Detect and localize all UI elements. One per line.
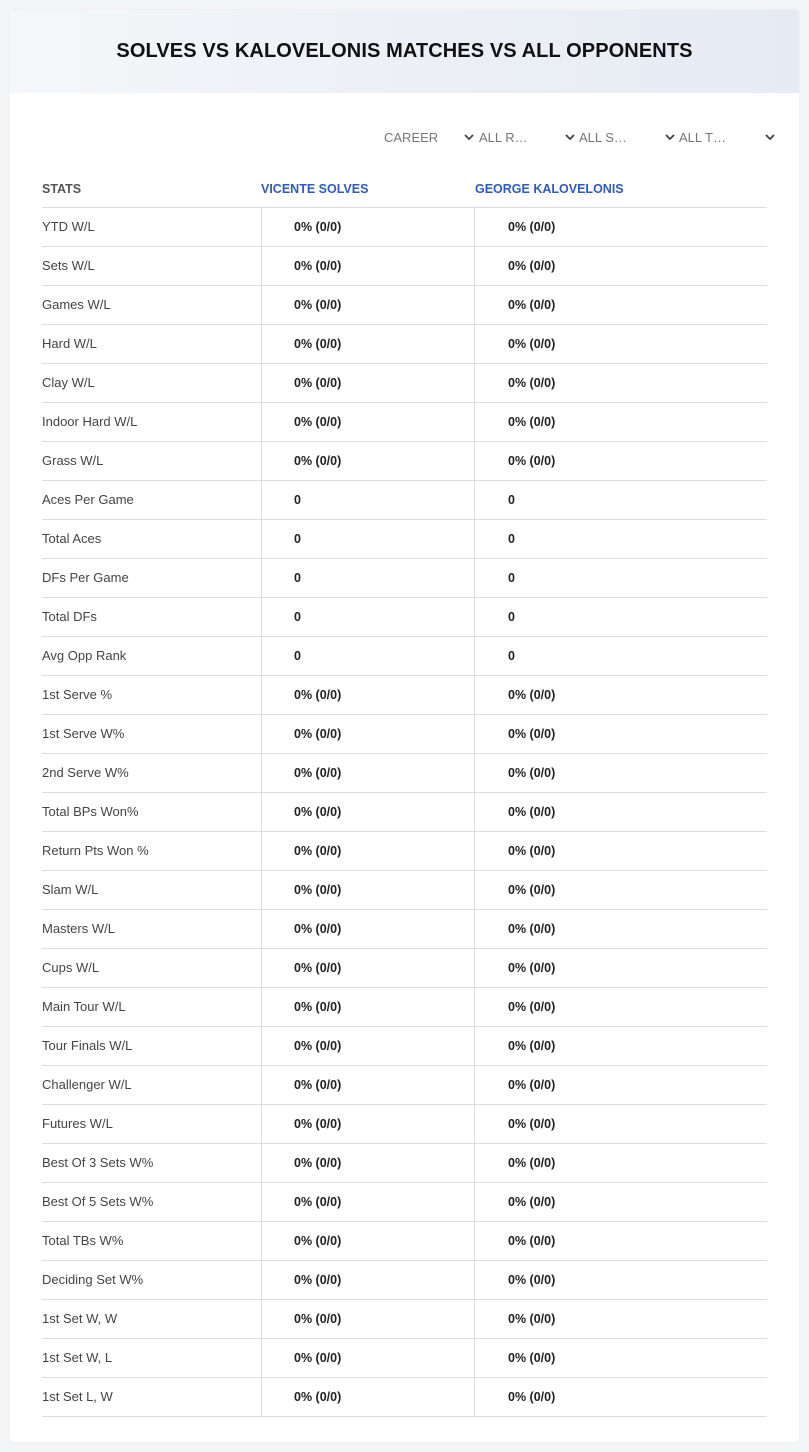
table-row — [42, 949, 767, 988]
player2-value: 0% (0/0) — [474, 208, 767, 246]
player1-value: 0% (0/0) — [261, 247, 474, 285]
player1-value: 0 — [261, 637, 474, 675]
round-select[interactable] — [679, 125, 775, 149]
player1-value: 0% (0/0) — [261, 1144, 474, 1182]
player2-value: 0% (0/0) — [474, 754, 767, 792]
table-row — [42, 832, 767, 871]
stat-label: Return Pts Won % — [42, 843, 149, 858]
level-select[interactable] — [579, 125, 675, 149]
player1-value: 0% (0/0) — [261, 403, 474, 441]
stat-label: Total DFs — [42, 609, 97, 624]
table-row — [42, 1261, 767, 1300]
table-row — [42, 286, 767, 325]
player1-value: 0 — [261, 481, 474, 519]
table-row — [42, 988, 767, 1027]
player2-value: 0% (0/0) — [474, 1222, 767, 1260]
player1-value: 0% (0/0) — [261, 1300, 474, 1338]
player1-value: 0 — [261, 559, 474, 597]
table-row — [42, 325, 767, 364]
player2-value: 0% (0/0) — [474, 1378, 767, 1416]
player1-value: 0% (0/0) — [261, 715, 474, 753]
table-row — [42, 403, 767, 442]
table-row — [42, 598, 767, 637]
player2-value: 0 — [474, 637, 767, 675]
player1-value: 0% (0/0) — [261, 754, 474, 792]
player1-value: 0 — [261, 598, 474, 636]
stat-label: Games W/L — [42, 297, 111, 312]
column-header-player1[interactable]: VICENTE SOLVES — [261, 181, 369, 196]
table-row — [42, 208, 767, 247]
player2-value: 0% (0/0) — [474, 910, 767, 948]
chevron-down-icon — [764, 132, 775, 143]
player1-value: 0% (0/0) — [261, 949, 474, 987]
player2-value: 0% (0/0) — [474, 1339, 767, 1377]
chevron-down-icon — [564, 132, 575, 143]
player2-value: 0% (0/0) — [474, 1300, 767, 1338]
stat-label: YTD W/L — [42, 219, 95, 234]
period-select[interactable] — [384, 125, 474, 149]
player2-value: 0% (0/0) — [474, 1066, 767, 1104]
table-row — [42, 754, 767, 793]
chevron-down-icon — [664, 132, 675, 143]
stat-label: Main Tour W/L — [42, 999, 126, 1014]
table-row — [42, 520, 767, 559]
stat-label: 2nd Serve W% — [42, 765, 129, 780]
table-row — [42, 871, 767, 910]
player1-value: 0% (0/0) — [261, 1105, 474, 1143]
player1-value: 0% (0/0) — [261, 1261, 474, 1299]
player2-value: 0% (0/0) — [474, 1261, 767, 1299]
table-row — [42, 637, 767, 676]
stat-label: Total TBs W% — [42, 1233, 124, 1248]
player1-value: 0% (0/0) — [261, 988, 474, 1026]
player2-value: 0% (0/0) — [474, 676, 767, 714]
stat-label: Cups W/L — [42, 960, 100, 975]
period-select-value: CAREER — [384, 129, 439, 145]
player2-value: 0 — [474, 598, 767, 636]
table-row — [42, 1027, 767, 1066]
player2-value: 0% (0/0) — [474, 1105, 767, 1143]
player2-value: 0% (0/0) — [474, 403, 767, 441]
player2-value: 0% (0/0) — [474, 715, 767, 753]
table-row — [42, 1105, 767, 1144]
player1-value: 0% (0/0) — [261, 286, 474, 324]
stat-label: Aces Per Game — [42, 492, 134, 507]
player2-value: 0% (0/0) — [474, 442, 767, 480]
stat-label: Hard W/L — [42, 336, 97, 351]
stat-label: DFs Per Game — [42, 570, 129, 585]
stat-label: 1st Set L, W — [42, 1389, 113, 1404]
player1-value: 0% (0/0) — [261, 325, 474, 363]
stat-label: Sets W/L — [42, 258, 95, 273]
player2-value: 0% (0/0) — [474, 832, 767, 870]
player1-value: 0% (0/0) — [261, 1066, 474, 1104]
table-row — [42, 715, 767, 754]
stat-label: Challenger W/L — [42, 1077, 132, 1092]
stat-label: Clay W/L — [42, 375, 95, 390]
player1-value: 0% (0/0) — [261, 793, 474, 831]
table-row — [42, 1222, 767, 1261]
table-row — [42, 1300, 767, 1339]
player2-value: 0% (0/0) — [474, 1183, 767, 1221]
player1-value: 0% (0/0) — [261, 1378, 474, 1416]
stat-label: Grass W/L — [42, 453, 104, 468]
table-row — [42, 1378, 767, 1417]
table-row — [42, 1339, 767, 1378]
stat-label: Best Of 3 Sets W% — [42, 1155, 154, 1170]
stat-label: Indoor Hard W/L — [42, 414, 138, 429]
player2-value: 0% (0/0) — [474, 364, 767, 402]
player2-value: 0% (0/0) — [474, 325, 767, 363]
player2-value: 0% (0/0) — [474, 1144, 767, 1182]
stat-label: 1st Set W, L — [42, 1350, 113, 1365]
level-select-value: ALL S… — [579, 129, 627, 145]
column-header-stats: STATS — [42, 181, 82, 196]
column-header-player2[interactable]: GEORGE KALOVELONIS — [475, 181, 624, 196]
table-header — [42, 170, 767, 208]
stat-label: Slam W/L — [42, 882, 99, 897]
table-row — [42, 1144, 767, 1183]
stat-label: Best Of 5 Sets W% — [42, 1194, 154, 1209]
player2-value: 0% (0/0) — [474, 949, 767, 987]
table-row — [42, 676, 767, 715]
player2-value: 0% (0/0) — [474, 793, 767, 831]
round-select-value: ALL T… — [679, 129, 726, 145]
player2-value: 0 — [474, 559, 767, 597]
table-row — [42, 1066, 767, 1105]
player2-value: 0% (0/0) — [474, 247, 767, 285]
player2-value: 0% (0/0) — [474, 988, 767, 1026]
player1-value: 0% (0/0) — [261, 832, 474, 870]
stat-label: Deciding Set W% — [42, 1272, 144, 1287]
table-row — [42, 910, 767, 949]
player1-value: 0% (0/0) — [261, 871, 474, 909]
table-row — [42, 364, 767, 403]
player1-value: 0% (0/0) — [261, 1027, 474, 1065]
stat-label: Futures W/L — [42, 1116, 113, 1131]
player2-value: 0 — [474, 481, 767, 519]
player1-value: 0% (0/0) — [261, 208, 474, 246]
player1-value: 0% (0/0) — [261, 676, 474, 714]
table-row — [42, 481, 767, 520]
player1-value: 0% (0/0) — [261, 442, 474, 480]
stats-table — [42, 170, 767, 1417]
surface-select-value: ALL R… — [479, 129, 528, 145]
player1-value: 0% (0/0) — [261, 1339, 474, 1377]
player1-value: 0% (0/0) — [261, 1183, 474, 1221]
table-row — [42, 1183, 767, 1222]
player2-value: 0% (0/0) — [474, 1027, 767, 1065]
player2-value: 0% (0/0) — [474, 286, 767, 324]
player1-value: 0% (0/0) — [261, 910, 474, 948]
stat-label: Total BPs Won% — [42, 804, 139, 819]
chevron-down-icon — [463, 132, 474, 143]
stat-label: Total Aces — [42, 531, 102, 546]
stat-label: 1st Serve W% — [42, 726, 125, 741]
table-row — [42, 793, 767, 832]
stat-label: Masters W/L — [42, 921, 115, 936]
surface-select[interactable] — [479, 125, 575, 149]
stats-card — [10, 10, 799, 1442]
stat-label: 1st Set W, W — [42, 1311, 118, 1326]
table-row — [42, 442, 767, 481]
stat-label: Avg Opp Rank — [42, 648, 127, 663]
player1-value: 0% (0/0) — [261, 1222, 474, 1260]
stat-label: 1st Serve % — [42, 687, 113, 702]
player1-value: 0% (0/0) — [261, 364, 474, 402]
player2-value: 0 — [474, 520, 767, 558]
stat-label: Tour Finals W/L — [42, 1038, 133, 1053]
filter-bar — [380, 125, 772, 149]
page-title: SOLVES VS KALOVELONIS MATCHES VS ALL OPPONENTS — [116, 40, 693, 62]
player1-value: 0 — [261, 520, 474, 558]
table-row — [42, 247, 767, 286]
card-header — [10, 10, 799, 93]
table-body — [42, 208, 767, 1417]
player2-value: 0% (0/0) — [474, 871, 767, 909]
table-row — [42, 559, 767, 598]
